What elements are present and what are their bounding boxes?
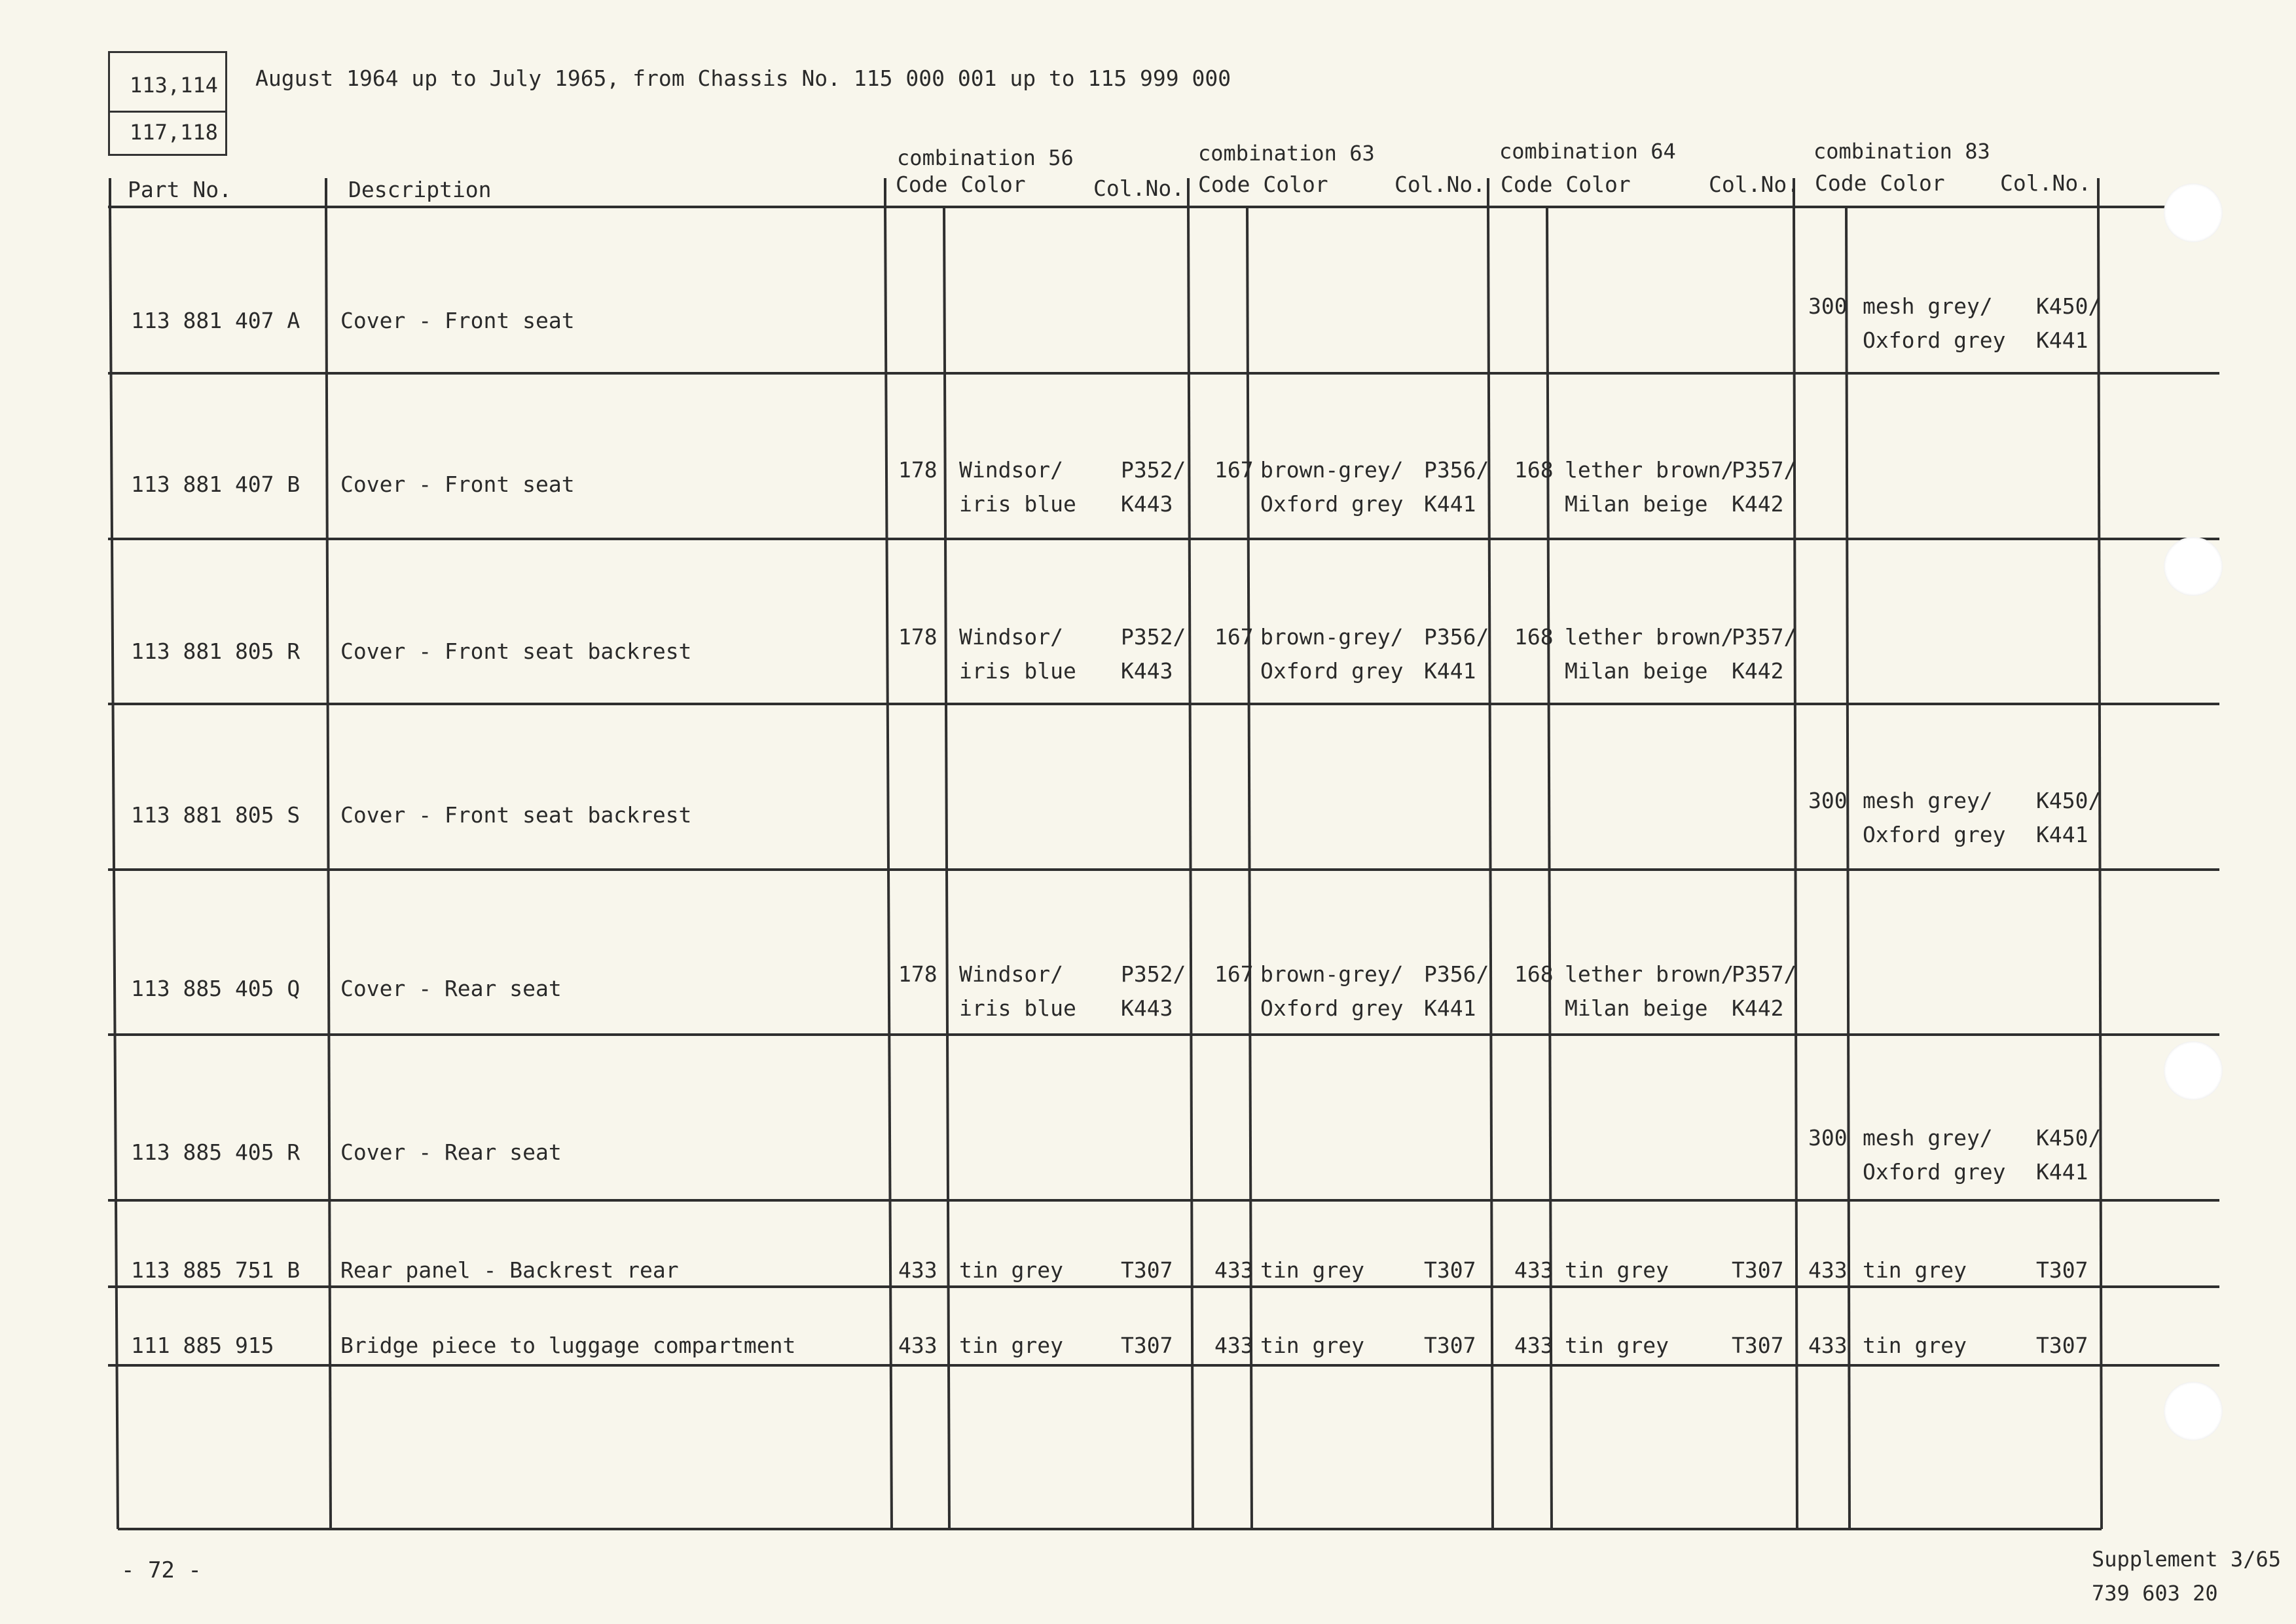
- color-name: Oxford grey: [1863, 822, 2006, 847]
- binder-hole: [2164, 537, 2223, 596]
- color-number: K443: [1121, 491, 1173, 517]
- model-line-2: 117,118: [130, 120, 218, 145]
- color-code: 433: [1808, 1333, 1848, 1358]
- code-color-header: Code Color: [896, 172, 1026, 197]
- supplement-label: Supplement 3/65: [2092, 1547, 2281, 1572]
- color-number: T307: [1732, 1257, 1784, 1283]
- code-color-header: Code Color: [1198, 172, 1328, 197]
- color-number: K441: [1424, 491, 1476, 517]
- color-number: P357/: [1732, 961, 1797, 987]
- color-number: K441: [1424, 995, 1476, 1021]
- color-number: K442: [1732, 658, 1784, 684]
- combination-63-heading: combination 63: [1198, 141, 1375, 166]
- color-code: 300: [1808, 1125, 1848, 1151]
- part-number: 113 885 405 Q: [131, 976, 301, 1001]
- color-name: mesh grey/: [1863, 293, 1993, 319]
- color-number: P356/: [1424, 624, 1489, 650]
- color-name: tin grey: [1565, 1333, 1669, 1358]
- color-name: tin grey: [959, 1257, 1063, 1283]
- part-description: Bridge piece to luggage compartment: [340, 1333, 796, 1358]
- color-number: K443: [1121, 995, 1173, 1021]
- color-code: 178: [898, 961, 938, 987]
- color-code: 433: [1214, 1333, 1254, 1358]
- part-number: 113 881 407 B: [131, 471, 301, 497]
- color-name: iris blue: [959, 658, 1076, 684]
- color-number: P352/: [1121, 961, 1186, 987]
- color-number: K442: [1732, 491, 1784, 517]
- color-code: 433: [1214, 1257, 1254, 1283]
- part-number: 113 881 805 R: [131, 638, 301, 664]
- part-description: Cover - Rear seat: [340, 1139, 562, 1165]
- color-number: K442: [1732, 995, 1784, 1021]
- part-description: Cover - Front seat backrest: [340, 802, 692, 828]
- color-code: 433: [898, 1257, 938, 1283]
- color-code: 433: [1514, 1333, 1554, 1358]
- color-number: P357/: [1732, 624, 1797, 650]
- description-header: Description: [348, 177, 492, 202]
- color-name: tin grey: [1863, 1257, 1967, 1283]
- color-name: tin grey: [1260, 1257, 1364, 1283]
- color-code: 167: [1214, 961, 1254, 987]
- color-number: K443: [1121, 658, 1173, 684]
- color-code: 178: [898, 457, 938, 483]
- color-number: K441: [2036, 822, 2088, 847]
- color-number: P356/: [1424, 457, 1489, 483]
- color-name: Oxford grey: [1863, 327, 2006, 353]
- color-number: P357/: [1732, 457, 1797, 483]
- part-description: Cover - Front seat: [340, 471, 575, 497]
- color-name: Milan beige: [1565, 658, 1708, 684]
- color-name: mesh grey/: [1863, 1125, 1993, 1151]
- color-name: brown-grey/: [1260, 961, 1404, 987]
- color-name: tin grey: [1565, 1257, 1669, 1283]
- color-name: brown-grey/: [1260, 457, 1404, 483]
- color-name: Oxford grey: [1260, 491, 1404, 517]
- color-code: 300: [1808, 293, 1848, 319]
- color-name: tin grey: [1863, 1333, 1967, 1358]
- part-number: 113 881 407 A: [131, 308, 301, 333]
- part-number: 113 885 405 R: [131, 1139, 301, 1165]
- color-name: iris blue: [959, 491, 1076, 517]
- color-number: T307: [1424, 1333, 1476, 1358]
- col-no-header: Col.No.: [1709, 172, 1800, 197]
- color-number: K441: [2036, 327, 2088, 353]
- color-number: T307: [2036, 1257, 2088, 1283]
- part-description: Cover - Rear seat: [340, 976, 562, 1001]
- part-number: 111 885 915: [131, 1333, 274, 1358]
- document-number: 739 603 20: [2092, 1581, 2218, 1606]
- color-number: P356/: [1424, 961, 1489, 987]
- color-name: mesh grey/: [1863, 788, 1993, 813]
- color-number: T307: [1121, 1333, 1173, 1358]
- color-number: P352/: [1121, 457, 1186, 483]
- color-name: Windsor/: [959, 457, 1063, 483]
- color-name: lether brown/: [1565, 961, 1734, 987]
- part-description: Rear panel - Backrest rear: [340, 1257, 679, 1283]
- color-name: tin grey: [1260, 1333, 1364, 1358]
- color-code: 433: [1808, 1257, 1848, 1283]
- col-no-header: Col.No.: [1093, 175, 1185, 201]
- supplement-info: [2092, 1542, 2281, 1610]
- col-no-header: Col.No.: [2000, 170, 2092, 196]
- color-number: K441: [2036, 1159, 2088, 1185]
- color-number: P352/: [1121, 624, 1186, 650]
- color-number: K441: [1424, 658, 1476, 684]
- part-description: Cover - Front seat: [340, 308, 575, 333]
- color-name: Windsor/: [959, 961, 1063, 987]
- part-no-header: Part No.: [128, 177, 232, 202]
- color-number: K450/: [2036, 788, 2102, 813]
- col-no-header: Col.No.: [1394, 172, 1486, 197]
- code-color-header: Code Color: [1815, 170, 1945, 196]
- color-number: K450/: [2036, 293, 2102, 319]
- combination-56-heading: combination 56: [897, 145, 1074, 170]
- color-name: lether brown/: [1565, 457, 1734, 483]
- binder-hole: [2164, 183, 2223, 242]
- combination-64-heading: combination 64: [1499, 139, 1676, 164]
- color-name: Oxford grey: [1260, 995, 1404, 1021]
- model-box: [108, 51, 227, 156]
- color-number: T307: [1732, 1333, 1784, 1358]
- color-number: T307: [1121, 1257, 1173, 1283]
- color-number: K450/: [2036, 1125, 2102, 1151]
- combination-83-heading: combination 83: [1813, 139, 1990, 164]
- color-code: 168: [1514, 624, 1554, 650]
- color-name: iris blue: [959, 995, 1076, 1021]
- model-line-1: 113,114: [130, 73, 218, 98]
- binder-hole: [2164, 1382, 2223, 1441]
- color-code: 433: [1514, 1257, 1554, 1283]
- code-color-header: Code Color: [1501, 172, 1631, 197]
- color-code: 300: [1808, 788, 1848, 813]
- page-number: - 72 -: [121, 1557, 202, 1583]
- color-code: 167: [1214, 457, 1254, 483]
- color-name: tin grey: [959, 1333, 1063, 1358]
- part-description: Cover - Front seat backrest: [340, 638, 692, 664]
- part-number: 113 881 805 S: [131, 802, 301, 828]
- color-number: T307: [1424, 1257, 1476, 1283]
- color-number: T307: [2036, 1333, 2088, 1358]
- color-name: lether brown/: [1565, 624, 1734, 650]
- color-code: 168: [1514, 961, 1554, 987]
- color-code: 178: [898, 624, 938, 650]
- color-code: 168: [1514, 457, 1554, 483]
- color-code: 167: [1214, 624, 1254, 650]
- color-name: Oxford grey: [1260, 658, 1404, 684]
- color-name: brown-grey/: [1260, 624, 1404, 650]
- color-name: Windsor/: [959, 624, 1063, 650]
- part-number: 113 885 751 B: [131, 1257, 301, 1283]
- color-name: Milan beige: [1565, 491, 1708, 517]
- color-code: 433: [898, 1333, 938, 1358]
- color-name: Milan beige: [1565, 995, 1708, 1021]
- color-name: Oxford grey: [1863, 1159, 2006, 1185]
- validity-header: August 1964 up to July 1965, from Chassis No. 115 000 001 up to 115 999 000: [255, 65, 1231, 91]
- binder-hole: [2164, 1041, 2223, 1100]
